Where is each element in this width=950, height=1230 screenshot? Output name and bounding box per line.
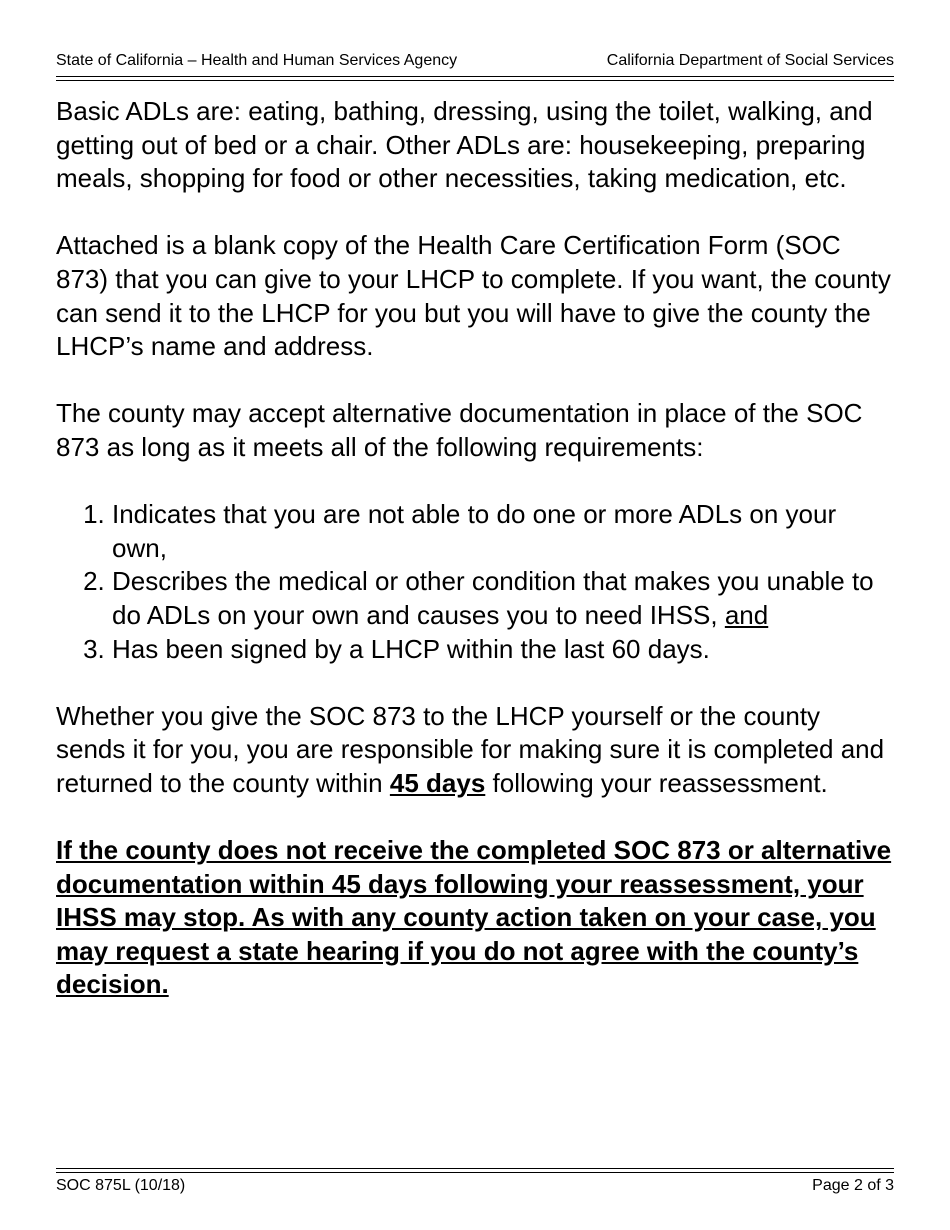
attached-form-paragraph: Attached is a blank copy of the Health Care Certification Form (SOC 873) that you can give to your LHCP to complete. If you want, the county can send it to the LHCP for you but you will have to give the county the LHCP’s name and address. [56,230,891,362]
responsibility-text: Whether you give the SOC 873 to the LHCP yourself or the county sends it for you, you are responsible for making sure it is completed and returned to the county within [56,700,885,798]
deadline-emphasis: 45 days [389,767,486,798]
page-number: Page 2 of 3 [812,1177,894,1194]
requirement-and: and [724,599,769,630]
page-footer [56,1176,894,1196]
document-body [56,95,896,1036]
footer-divider [56,1168,894,1173]
requirement-item: 3. Has been signed by a LHCP within the last 60 days. [112,633,896,667]
requirements-list [56,498,896,666]
agency-name: State of California – Health and Human Services Agency [56,52,458,69]
department-name: California Department of Social Services [606,52,894,69]
page-header [56,50,894,72]
requirement-item [112,565,896,632]
responsibility-paragraph [56,700,896,801]
responsibility-text-end: following your reassessment. [492,767,828,798]
warning-paragraph: If the county does not receive the completed SOC 873 or alternative documentation within 45 days following your reassessment, your IHSS may stop. As with any county action taken on your case, you may request a state hearing if you do not agree with the county’s decision. [56,835,892,1000]
requirement-item: 1. Indicates that you are not able to do one or more ADLs on your own, [112,498,896,565]
alternative-documentation-paragraph: The county may accept alternative documentation in place of the SOC 873 as long as it meets all of the following requirements: [56,398,863,462]
form-identifier: SOC 875L (10/18) [56,1177,186,1194]
requirement-text: Describes the medical or other condition that makes you unable to do ADLs on your own and causes you to need IHSS, [112,566,874,630]
header-divider [56,76,894,81]
adl-definition-paragraph: Basic ADLs are: eating, bathing, dressing, using the toilet, walking, and getting out of bed or a chair. Other ADLs are: housekeeping, preparing meals, shopping for food or other necessities, taking medication, etc. [56,96,873,194]
